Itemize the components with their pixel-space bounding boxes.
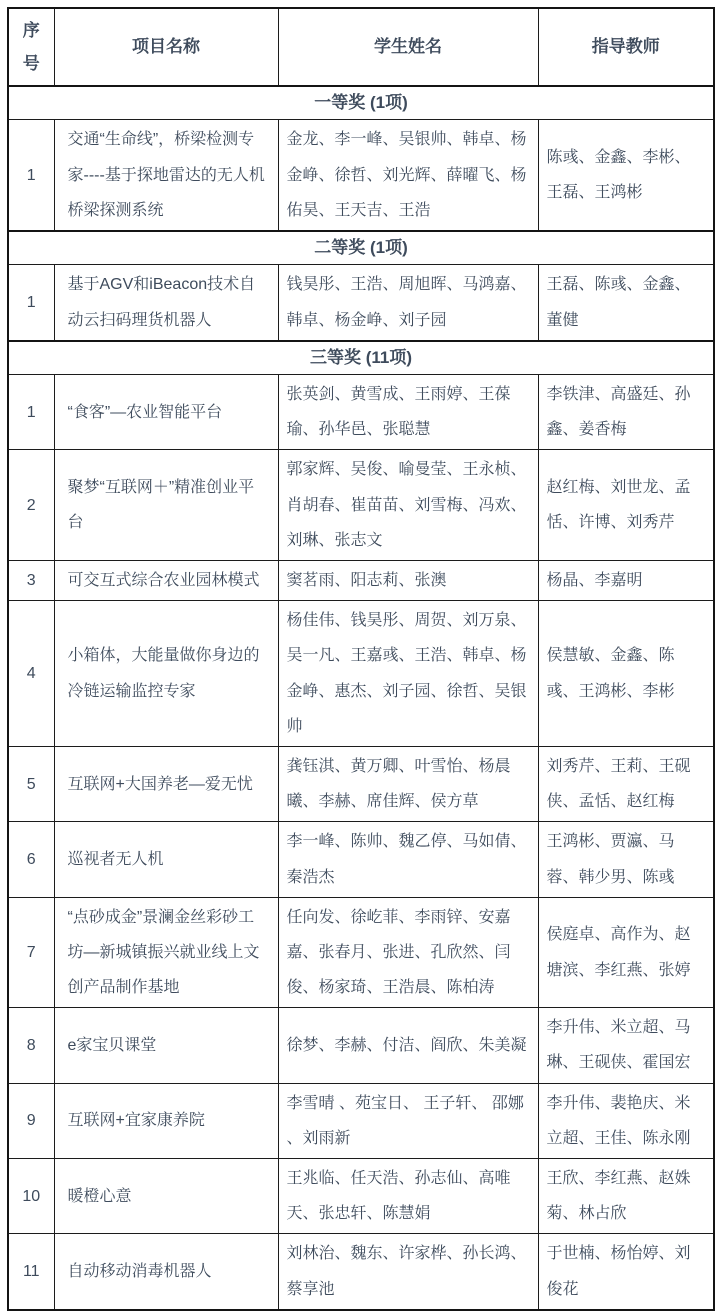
teacher-names-cell: 李升伟、裴艳庆、米立超、王佳、陈永刚: [538, 1083, 714, 1158]
project-name-cell: 暖橙心意: [54, 1159, 278, 1234]
table-header-row: [8, 8, 714, 86]
table-row: [8, 601, 714, 747]
table-body: [8, 86, 714, 1310]
student-names-cell: 张英剑、黄雪成、王雨婷、王葆瑜、孙华邑、张聪慧: [278, 375, 538, 450]
header-col-students: 学生姓名: [278, 8, 538, 86]
row-number-cell: 1: [8, 265, 54, 341]
project-name-cell: 巡视者无人机: [54, 822, 278, 897]
row-number-cell: 9: [8, 1083, 54, 1158]
student-names-cell: 郭家辉、吴俊、喻曼莹、王永桢、肖胡春、崔苗苗、刘雪梅、冯欢、刘琳、张志文: [278, 450, 538, 561]
header-col-index: 序号: [8, 8, 54, 86]
row-number-cell: 8: [8, 1008, 54, 1083]
row-number-cell: 2: [8, 450, 54, 561]
teacher-names-cell: 杨晶、李嘉明: [538, 561, 714, 601]
table-row: [8, 375, 714, 450]
teacher-names-cell: 王磊、陈彧、金鑫、董健: [538, 265, 714, 341]
row-number-cell: 11: [8, 1234, 54, 1310]
teacher-names-cell: 王鸿彬、贾瀛、马蓉、韩少男、陈彧: [538, 822, 714, 897]
row-number-cell: 5: [8, 746, 54, 821]
section-title-row: [8, 86, 714, 120]
teacher-names-cell: 于世楠、杨怡婷、刘俊花: [538, 1234, 714, 1310]
student-names-cell: 徐梦、李赫、付洁、阎欣、朱美凝: [278, 1008, 538, 1083]
project-name-cell: e家宝贝课堂: [54, 1008, 278, 1083]
row-number-cell: 4: [8, 601, 54, 747]
table-row: [8, 1234, 714, 1310]
table-row: [8, 746, 714, 821]
row-number-cell: 6: [8, 822, 54, 897]
project-name-cell: 互联网+宜家康养院: [54, 1083, 278, 1158]
teacher-names-cell: 侯庭卓、高作为、赵塘滨、李红燕、张婷: [538, 897, 714, 1008]
teacher-names-cell: 王欣、李红燕、赵姝菊、林占欣: [538, 1159, 714, 1234]
table-row: [8, 1159, 714, 1234]
table-row: [8, 450, 714, 561]
section-title-row: [8, 231, 714, 265]
project-name-cell: 互联网+大国养老—爱无忧: [54, 746, 278, 821]
row-number-cell: 7: [8, 897, 54, 1008]
table-row: [8, 561, 714, 601]
student-names-cell: 金龙、李一峰、吴银帅、韩卓、杨金峥、徐哲、刘光辉、薛曜飞、杨佑昊、王天吉、王浩: [278, 120, 538, 231]
table-row: [8, 265, 714, 341]
row-number-cell: 10: [8, 1159, 54, 1234]
project-name-cell: “食客”—农业智能平台: [54, 375, 278, 450]
teacher-names-cell: 赵红梅、刘世龙、孟恬、许博、刘秀芹: [538, 450, 714, 561]
row-number-cell: 1: [8, 375, 54, 450]
student-names-cell: 刘林治、魏东、许家桦、孙长鸿、蔡享池: [278, 1234, 538, 1310]
section-title: 二等奖 (1项): [8, 231, 714, 265]
table-row: [8, 822, 714, 897]
section-title: 三等奖 (11项): [8, 341, 714, 375]
teacher-names-cell: 侯慧敏、金鑫、陈彧、王鸿彬、李彬: [538, 601, 714, 747]
project-name-cell: 交通“生命线”，桥梁检测专家----基于探地雷达的无人机桥梁探测系统: [54, 120, 278, 231]
header-col-project: 项目名称: [54, 8, 278, 86]
student-names-cell: 杨佳伟、钱昊彤、周贺、刘万泉、吴一凡、王嘉彧、王浩、韩卓、杨金峥、惠杰、刘子园、徐哲、吴银帅: [278, 601, 538, 747]
project-name-cell: 聚梦“互联网＋”精准创业平台: [54, 450, 278, 561]
student-names-cell: 李一峰、陈帅、魏乙停、马如倩、秦浩杰: [278, 822, 538, 897]
row-number-cell: 1: [8, 120, 54, 231]
project-name-cell: “点砂成金”景澜金丝彩砂工坊—新城镇振兴就业线上文创产品制作基地: [54, 897, 278, 1008]
student-names-cell: 龚钰淇、黄万卿、叶雪怡、杨晨曦、李赫、席佳辉、侯方草: [278, 746, 538, 821]
row-number-cell: 3: [8, 561, 54, 601]
teacher-names-cell: 李升伟、米立超、马琳、王砚侠、霍国宏: [538, 1008, 714, 1083]
table-row: [8, 897, 714, 1008]
project-name-cell: 基于AGV和iBeacon技术自动云扫码理货机器人: [54, 265, 278, 341]
teacher-names-cell: 李铁津、高盛廷、孙鑫、姜香梅: [538, 375, 714, 450]
project-name-cell: 小箱体，大能量做你身边的冷链运输监控专家: [54, 601, 278, 747]
table-row: [8, 120, 714, 231]
project-name-cell: 可交互式综合农业园林模式: [54, 561, 278, 601]
header-col-teachers: 指导教师: [538, 8, 714, 86]
section-title: 一等奖 (1项): [8, 86, 714, 120]
table-row: [8, 1008, 714, 1083]
teacher-names-cell: 陈彧、金鑫、李彬、王磊、王鸿彬: [538, 120, 714, 231]
teacher-names-cell: 刘秀芹、王莉、王砚侠、孟恬、赵红梅: [538, 746, 714, 821]
table-row: [8, 1083, 714, 1158]
student-names-cell: 李雪晴 、苑宝日、 王子轩、 邵娜 、刘雨新: [278, 1083, 538, 1158]
table-header: [8, 8, 714, 86]
student-names-cell: 窦茗雨、阳志莉、张澳: [278, 561, 538, 601]
project-name-cell: 自动移动消毒机器人: [54, 1234, 278, 1310]
student-names-cell: 王兆临、任天浩、孙志仙、高唯天、张忠轩、陈慧娟: [278, 1159, 538, 1234]
student-names-cell: 任向发、徐屹菲、李雨锌、安嘉嘉、张春月、张进、孔欣然、闫俊、杨家琦、王浩晨、陈柏涛: [278, 897, 538, 1008]
student-names-cell: 钱昊彤、王浩、周旭晖、马鸿嘉、韩卓、杨金峥、刘子园: [278, 265, 538, 341]
section-title-row: [8, 341, 714, 375]
award-results-table: [7, 7, 715, 1311]
